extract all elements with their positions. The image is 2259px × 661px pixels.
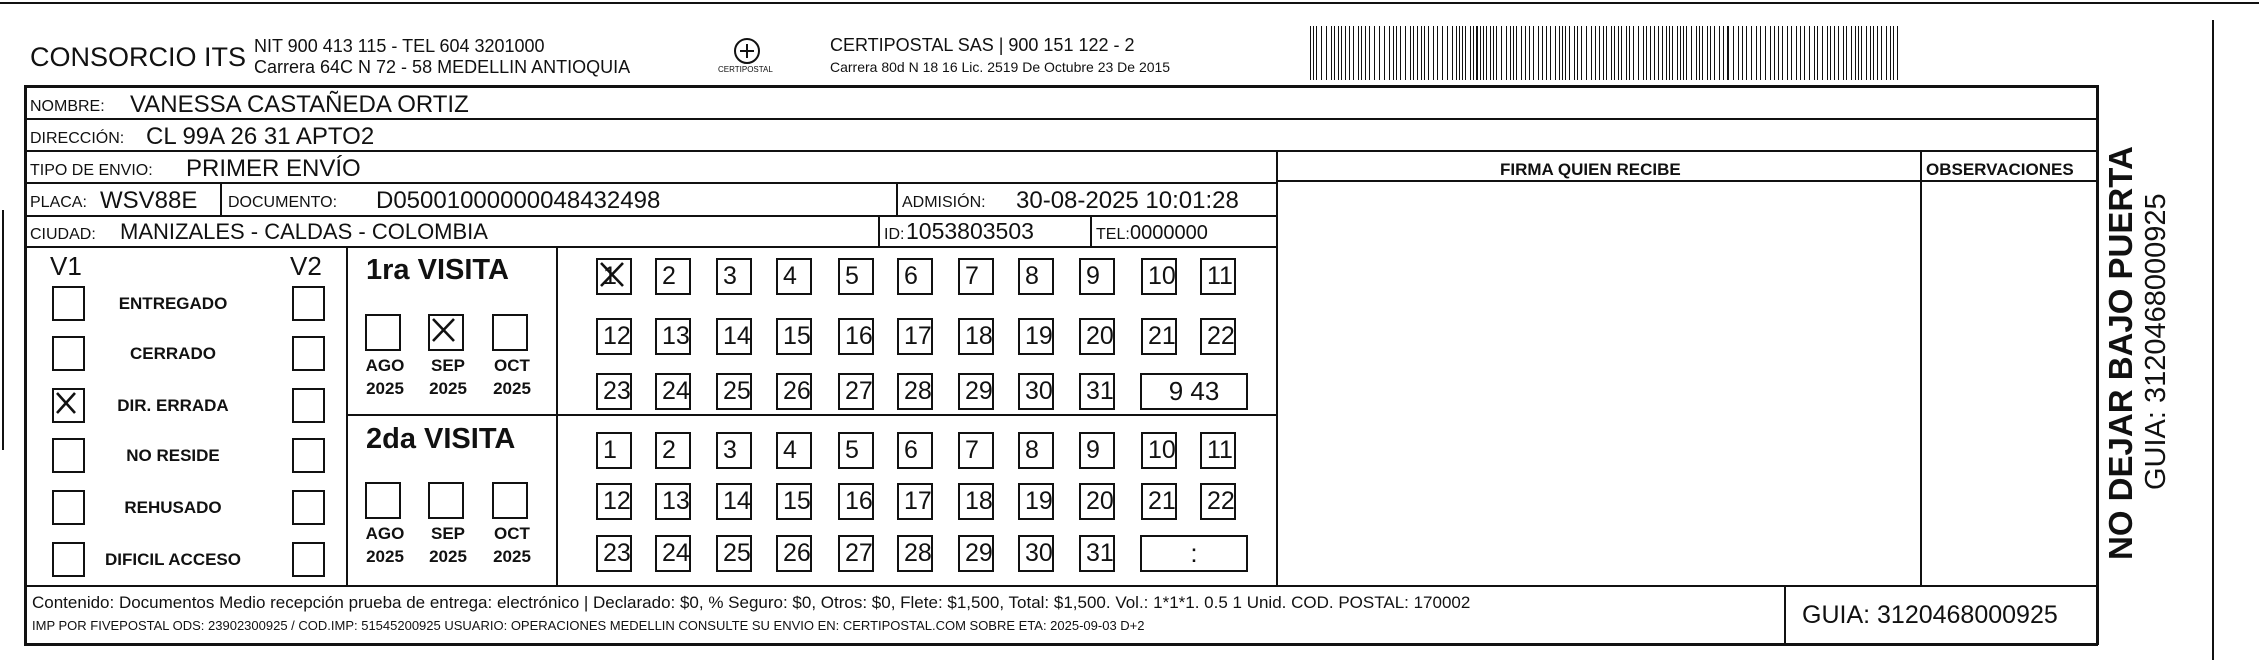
day-cell[interactable] xyxy=(838,373,874,410)
day-number: 22 xyxy=(1207,322,1235,350)
company-name: CONSORCIO ITS xyxy=(30,42,247,72)
day-number: 5 xyxy=(845,436,859,464)
month-year: 2025 xyxy=(429,547,467,566)
month-checkbox[interactable] xyxy=(365,314,401,351)
side-warning: NO DEJAR BAJO PUERTA xyxy=(2102,146,2139,560)
v1-label: V1 xyxy=(50,251,82,281)
day-cell[interactable] xyxy=(776,535,812,572)
contents-line: Contenido: Documentos Medio recepción prueba de entrega: electrónico | Declarado: $0, % Seguro: $0, Otros: $0, Flete: $1,500, Total: $1,500. Vol.: 1*1*1. 0.5 1 Unid. COD. POSTAL: 170002 xyxy=(32,593,1471,612)
day-cell[interactable] xyxy=(716,318,752,355)
admission-value: 30-08-2025 10:01:28 xyxy=(1016,187,1239,214)
day-cell[interactable] xyxy=(716,535,752,572)
observations-header: OBSERVACIONES xyxy=(1926,160,2074,179)
day-number: 6 xyxy=(904,262,918,290)
frame-top xyxy=(24,85,2098,88)
day-cell[interactable] xyxy=(958,483,994,520)
document-label: DOCUMENTO: xyxy=(228,194,338,211)
day-number: 17 xyxy=(904,322,932,350)
day-cell[interactable] xyxy=(1141,483,1177,520)
sep-id xyxy=(878,215,880,247)
day-cell[interactable] xyxy=(958,318,994,355)
status-option-label: CERRADO xyxy=(130,344,216,363)
day-number: 8 xyxy=(1025,262,1039,290)
day-cell[interactable] xyxy=(958,432,994,469)
day-number: 17 xyxy=(904,487,932,515)
day-cell[interactable] xyxy=(1079,318,1115,355)
day-number: 26 xyxy=(783,377,811,405)
day-number: 31 xyxy=(1086,377,1114,405)
carrier-address: Carrera 80d N 18 16 Lic. 2519 De Octubre 23 De 2015 xyxy=(830,59,1171,75)
day-cell[interactable] xyxy=(655,318,691,355)
logo-text: CERTIPOSTAL xyxy=(718,65,773,74)
plate-value: WSV88E xyxy=(100,187,198,214)
day-cell[interactable] xyxy=(776,318,812,355)
day-cell[interactable] xyxy=(1018,535,1054,572)
day-number: 19 xyxy=(1025,487,1053,515)
v2-checkbox[interactable] xyxy=(292,388,325,423)
day-number: 19 xyxy=(1025,322,1053,350)
day-cell[interactable] xyxy=(897,318,933,355)
plate-label: PLACA: xyxy=(30,194,87,211)
day-cell[interactable] xyxy=(716,432,752,469)
day-cell[interactable] xyxy=(1200,318,1236,355)
day-number: 30 xyxy=(1025,539,1053,567)
day-cell[interactable] xyxy=(838,432,874,469)
frame-bottom xyxy=(24,643,2098,646)
day-number: 6 xyxy=(904,436,918,464)
sep-footer-guia xyxy=(1784,585,1786,645)
row-line-4 xyxy=(24,215,1276,217)
v2-label: V2 xyxy=(290,251,322,281)
side-line xyxy=(2212,20,2214,660)
day-number: 16 xyxy=(845,487,873,515)
day-number: 5 xyxy=(845,262,859,290)
day-number: 27 xyxy=(845,377,873,405)
month-checkbox[interactable] xyxy=(428,314,464,351)
month-year: 2025 xyxy=(429,379,467,398)
day-number: 21 xyxy=(1148,487,1176,515)
certipostal-logo xyxy=(718,34,773,80)
document-value: D05001000000048432498 xyxy=(376,187,661,214)
day-cell[interactable] xyxy=(897,432,933,469)
sep-signature xyxy=(1276,150,1278,586)
day-cell[interactable] xyxy=(596,258,632,295)
day-cell[interactable] xyxy=(716,258,752,295)
day-cell[interactable] xyxy=(655,258,691,295)
month-label: AGO xyxy=(365,356,405,375)
day-number: 15 xyxy=(783,487,811,515)
day-number: 24 xyxy=(662,377,690,405)
day-cell[interactable] xyxy=(655,373,691,410)
day-cell[interactable] xyxy=(596,432,632,469)
day-number: 14 xyxy=(723,322,751,350)
status-option-label: DIR. ERRADA xyxy=(117,396,229,415)
v2-checkbox[interactable] xyxy=(292,336,325,371)
signature-header: FIRMA QUIEN RECIBE xyxy=(1500,160,1681,179)
day-cell[interactable] xyxy=(776,483,812,520)
sep-observations xyxy=(1920,150,1922,586)
admission-label: ADMISIÓN: xyxy=(902,194,986,211)
day-number: 4 xyxy=(783,262,797,290)
day-number: 29 xyxy=(965,377,993,405)
day-cell[interactable] xyxy=(838,535,874,572)
day-number: 18 xyxy=(965,487,993,515)
day-number: 16 xyxy=(845,322,873,350)
day-cell[interactable] xyxy=(1018,483,1054,520)
status-option-label: ENTREGADO xyxy=(118,294,228,313)
top-edge-line xyxy=(0,2,2259,4)
day-number: 28 xyxy=(904,377,932,405)
footer-line xyxy=(24,585,2098,587)
tel-label: TEL: xyxy=(1096,226,1130,243)
day-number: 9 xyxy=(1086,262,1100,290)
row-line-2 xyxy=(24,150,2098,152)
time-box[interactable]: : xyxy=(1140,535,1248,572)
month-year: 2025 xyxy=(366,379,404,398)
day-cell[interactable] xyxy=(1079,483,1115,520)
city-label: CIUDAD: xyxy=(30,226,96,243)
day-number: 30 xyxy=(1025,377,1053,405)
v2-checkbox[interactable] xyxy=(292,542,325,577)
day-number: 3 xyxy=(723,436,737,464)
day-number: 22 xyxy=(1207,487,1235,515)
month-label: OCT xyxy=(494,524,530,543)
company-nit: NIT 900 413 115 - TEL 604 3201000 xyxy=(254,36,545,56)
x-mark-icon xyxy=(598,260,630,293)
day-number: 25 xyxy=(723,539,751,567)
day-cell[interactable] xyxy=(897,373,933,410)
shipment-label: TIPO DE ENVIO: xyxy=(30,162,153,179)
day-number: 7 xyxy=(965,436,979,464)
row-line-1 xyxy=(24,118,2098,120)
row-line-5 xyxy=(24,246,1276,248)
header-row-line xyxy=(1276,180,2098,182)
month-year: 2025 xyxy=(493,379,531,398)
second-visit-title: 2da VISITA xyxy=(366,423,516,455)
day-number: 20 xyxy=(1086,487,1114,515)
day-number: 15 xyxy=(783,322,811,350)
month-checkbox[interactable] xyxy=(492,482,528,519)
day-cell[interactable] xyxy=(716,483,752,520)
first-visit-title: 1ra VISITA xyxy=(366,254,509,286)
sep-status xyxy=(346,246,348,586)
day-cell[interactable] xyxy=(776,258,812,295)
day-number: 25 xyxy=(723,377,751,405)
day-number: 9 xyxy=(1086,436,1100,464)
day-number: 27 xyxy=(845,539,873,567)
day-cell[interactable] xyxy=(838,483,874,520)
day-cell[interactable] xyxy=(596,535,632,572)
day-number: 24 xyxy=(662,539,690,567)
day-number: 3 xyxy=(723,262,737,290)
day-number: 20 xyxy=(1086,322,1114,350)
day-number: 8 xyxy=(1025,436,1039,464)
day-cell[interactable] xyxy=(596,373,632,410)
status-option-label: NO RESIDE xyxy=(126,446,220,465)
frame-right xyxy=(2096,85,2099,645)
sep-tel xyxy=(1090,215,1092,247)
day-cell[interactable] xyxy=(1079,258,1115,295)
v2-checkbox[interactable] xyxy=(292,438,325,473)
shipment-type: PRIMER ENVÍO xyxy=(186,155,361,182)
day-cell[interactable] xyxy=(776,432,812,469)
day-cell[interactable] xyxy=(838,318,874,355)
day-number: 26 xyxy=(783,539,811,567)
address-label: DIRECCIÓN: xyxy=(30,130,125,147)
city-value: MANIZALES - CALDAS - COLOMBIA xyxy=(120,219,488,244)
day-cell[interactable] xyxy=(897,258,933,295)
sep-placa xyxy=(220,182,222,216)
day-number: 12 xyxy=(603,322,631,350)
day-number: 2 xyxy=(662,436,676,464)
id-value: 1053803503 xyxy=(906,218,1034,244)
day-cell[interactable] xyxy=(776,373,812,410)
day-cell[interactable] xyxy=(655,432,691,469)
month-checkbox[interactable] xyxy=(428,482,464,519)
time-box[interactable]: 9 43 xyxy=(1140,373,1248,410)
day-number: 11 xyxy=(1207,262,1233,290)
sep-admision xyxy=(896,182,898,216)
day-cell[interactable] xyxy=(1141,432,1177,469)
day-number: 31 xyxy=(1086,539,1114,567)
barcode-bars xyxy=(1310,26,1902,80)
day-number: 10 xyxy=(1148,262,1176,290)
day-cell[interactable] xyxy=(655,483,691,520)
day-number: 13 xyxy=(662,322,690,350)
day-cell[interactable] xyxy=(1200,432,1236,469)
day-cell[interactable] xyxy=(1079,373,1115,410)
day-cell[interactable] xyxy=(1200,258,1236,295)
tel-value: 0000000 xyxy=(1130,222,1208,244)
carrier-line: CERTIPOSTAL SAS | 900 151 122 - 2 xyxy=(830,35,1135,55)
row-line-3 xyxy=(24,182,1276,184)
left-edge-mark xyxy=(2,210,4,450)
x-mark-icon xyxy=(430,316,461,348)
month-year: 2025 xyxy=(366,547,404,566)
day-number: 28 xyxy=(904,539,932,567)
status-option-label: REHUSADO xyxy=(124,498,222,517)
day-number: 23 xyxy=(603,377,631,405)
name-label: NOMBRE: xyxy=(30,98,105,115)
day-cell[interactable] xyxy=(838,258,874,295)
v2-checkbox[interactable] xyxy=(292,286,325,321)
imp-line: IMP POR FIVEPOSTAL ODS: 23902300925 / COD.IMP: 51545200925 USUARIO: OPERACIONES MEDELLIN CONSULTE SU ENVIO EN: CERTIPOSTAL.COM SOBRE ETA: 2025-09-03 D+2 xyxy=(32,618,1145,633)
day-number: 29 xyxy=(965,539,993,567)
day-number: 14 xyxy=(723,487,751,515)
day-cell[interactable] xyxy=(958,258,994,295)
side-guia-wrap xyxy=(2142,170,2178,490)
day-cell[interactable] xyxy=(1018,432,1054,469)
month-checkbox[interactable] xyxy=(492,314,528,351)
day-cell[interactable] xyxy=(1200,483,1236,520)
day-number: 10 xyxy=(1148,436,1176,464)
day-cell[interactable] xyxy=(897,483,933,520)
day-number: 18 xyxy=(965,322,993,350)
status-option-label: DIFICIL ACCESO xyxy=(104,550,241,569)
day-number: 11 xyxy=(1207,436,1233,464)
day-number: 13 xyxy=(662,487,690,515)
barcode xyxy=(1310,26,1902,80)
day-number: 21 xyxy=(1148,322,1176,350)
day-cell[interactable] xyxy=(1141,258,1177,295)
day-cell[interactable] xyxy=(596,483,632,520)
day-cell[interactable] xyxy=(958,535,994,572)
day-cell[interactable] xyxy=(1018,258,1054,295)
day-number: 1 xyxy=(603,436,617,464)
month-label: SEP xyxy=(430,524,466,543)
day-number: 23 xyxy=(603,539,631,567)
company-address: Carrera 64C N 72 - 58 MEDELLIN ANTIOQUIA xyxy=(254,57,631,77)
day-cell[interactable] xyxy=(1079,432,1115,469)
month-label: OCT xyxy=(494,356,530,375)
day-number: 4 xyxy=(783,436,797,464)
day-cell[interactable] xyxy=(716,373,752,410)
sep-visit xyxy=(556,246,558,586)
day-cell[interactable] xyxy=(1018,373,1054,410)
day-cell[interactable] xyxy=(1079,535,1115,572)
month-checkbox[interactable] xyxy=(365,482,401,519)
v2-checkbox[interactable] xyxy=(292,490,325,525)
month-label: SEP xyxy=(430,356,466,375)
day-number: 1 xyxy=(603,262,617,290)
id-label: ID: xyxy=(884,226,905,243)
day-cell[interactable] xyxy=(1018,318,1054,355)
day-cell[interactable] xyxy=(897,535,933,572)
footer-guia: GUIA: 3120468000925 xyxy=(1802,601,2058,629)
day-cell[interactable] xyxy=(655,535,691,572)
day-cell[interactable] xyxy=(596,318,632,355)
recipient-address: CL 99A 26 31 APTO2 xyxy=(146,123,375,150)
side-guia: GUIA: 3120468000925 xyxy=(2140,193,2172,490)
sep-visit-horizontal xyxy=(346,414,1276,416)
month-year: 2025 xyxy=(493,547,531,566)
day-number: 7 xyxy=(965,262,979,290)
day-number: 2 xyxy=(662,262,676,290)
day-cell[interactable] xyxy=(958,373,994,410)
month-label: AGO xyxy=(365,524,405,543)
day-number: 12 xyxy=(603,487,631,515)
recipient-name: VANESSA CASTAÑEDA ORTIZ xyxy=(130,91,469,118)
day-cell[interactable] xyxy=(1141,318,1177,355)
